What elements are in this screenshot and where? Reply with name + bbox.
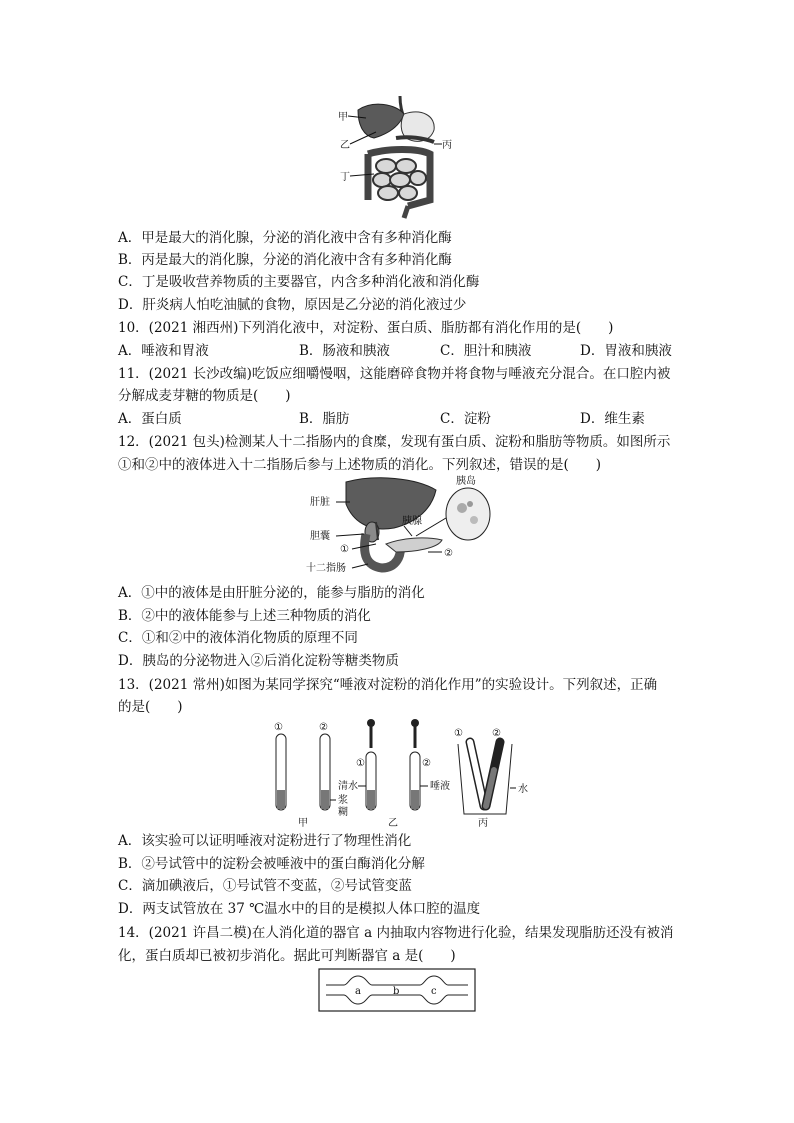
q11-stem-line2: 分解成麦芽糖的物质是( ): [118, 388, 291, 404]
q14-stem-line1: 14．(2021 许昌二模)在人消化道的器官 a 内抽取内容物进行化验，结果发现脂肪还没有被消: [118, 925, 674, 941]
q14-stem-line2: 化，蛋白质却已被初步消化。据此可判断器官 a 是( ): [118, 948, 456, 964]
label-duodenum: 十二指肠: [306, 563, 346, 574]
q13-option-a: A．该实验可以证明唾液对淀粉进行了物理性消化: [118, 833, 412, 849]
label-water: 水: [518, 784, 528, 795]
q12-option-d: D．胰岛的分泌物进入②后消化淀粉等糖类物质: [118, 653, 399, 669]
q12-option-c: C．①和②中的液体消化物质的原理不同: [118, 630, 358, 646]
q12-stem-line2: ①和②中的液体进入十二指肠后参与上述物质的消化。下列叙述，错误的是( ): [118, 457, 602, 473]
q13-stem-line2: 的是( ): [118, 699, 183, 715]
label-gallbladder: 胆囊: [310, 531, 330, 542]
label-ding: 丁: [340, 172, 350, 183]
label-pancreas: 胰腺: [402, 516, 422, 527]
q11-stem-line1: 11．(2021 长沙改编)吃饭应细嚼慢咽，这能磨碎食物并将食物与唾液充分混合。在口腔内被: [118, 366, 671, 382]
q9-option-d: D．肝炎病人怕吃油腻的食物，原因是乙分泌的消化液过少: [118, 297, 467, 313]
label-yi-tube1: ①: [356, 758, 365, 769]
q12-option-b: B．②中的液体能参与上述三种物质的消化: [118, 608, 371, 624]
label-organ-c: c: [431, 986, 437, 997]
q10-stem: 10．(2021 湘西州)下列消化液中，对淀粉、蛋白质、脂肪都有消化作用的是( ): [118, 320, 614, 336]
q11-option-d: D．维生素: [580, 411, 645, 427]
label-islet: 胰岛: [456, 476, 476, 487]
digestive-system-figure: [338, 92, 458, 222]
label-jia: 甲: [338, 112, 348, 123]
label-yi-tube2: ②: [422, 758, 431, 769]
q10-option-b: B．肠液和胰液: [299, 343, 390, 359]
q10-option-d: D．胃液和胰液: [580, 343, 672, 359]
label-circle1: ①: [340, 544, 349, 555]
label-bing: 丙: [478, 818, 488, 829]
q11-option-c: C．淀粉: [440, 411, 491, 427]
label-organ-a: a: [355, 986, 361, 997]
label-liver: 肝脏: [310, 497, 330, 508]
label-jia-tube2: ②: [319, 722, 328, 733]
q13-stem-line1: 13．(2021 常州)如图为某同学探究“唾液对淀粉的消化作用”的实验设计。下列叙述，正确: [118, 677, 658, 693]
liver-pancreas-figure: [306, 474, 496, 580]
label-paste-2: 糊: [338, 807, 348, 818]
q13-option-d: D．两支试管放在 37 ℃温水中的目的是模拟人体口腔的温度: [118, 901, 481, 917]
q10-option-c: C．胆汁和胰液: [440, 343, 532, 359]
digestive-tract-diagram: [318, 968, 476, 1012]
q9-option-a: A．甲是最大的消化腺，分泌的消化液中含有多种消化酶: [118, 230, 452, 246]
label-yi: 乙: [388, 818, 398, 829]
label-bing-tube2: ②: [492, 728, 501, 739]
label-yi: 乙: [340, 140, 350, 151]
q13-option-c: C．滴加碘液后，①号试管不变蓝，②号试管变蓝: [118, 878, 412, 894]
label-water-clear: 清水: [338, 781, 358, 792]
label-organ-b: b: [393, 986, 400, 997]
label-bing-tube1: ①: [454, 728, 463, 739]
q9-option-b: B．丙是最大的消化腺，分泌的消化液中含有多种消化酶: [118, 252, 452, 268]
q11-option-b: B．脂肪: [299, 411, 350, 427]
label-jia: 甲: [298, 818, 308, 829]
q13-option-b: B．②号试管中的淀粉会被唾液中的蛋白酶消化分解: [118, 856, 425, 872]
q9-option-c: C．丁是吸收营养物质的主要器官，内含多种消化液和消化酶: [118, 274, 480, 290]
q11-option-a: A．蛋白质: [118, 411, 182, 427]
label-circle2: ②: [444, 548, 453, 559]
label-jia-tube1: ①: [274, 722, 283, 733]
q12-option-a: A．①中的液体是由肝脏分泌的，能参与脂肪的消化: [118, 585, 425, 601]
saliva-experiment-figure: [270, 718, 530, 830]
q10-option-a: A．唾液和胃液: [118, 343, 209, 359]
label-bing: 丙: [442, 140, 452, 151]
q12-stem-line1: 12．(2021 包头)检测某人十二指肠内的食糜，发现有蛋白质、淀粉和脂肪等物质。如图所示: [118, 434, 671, 450]
label-paste-1: 浆: [338, 795, 348, 806]
label-saliva: 唾液: [430, 781, 450, 792]
